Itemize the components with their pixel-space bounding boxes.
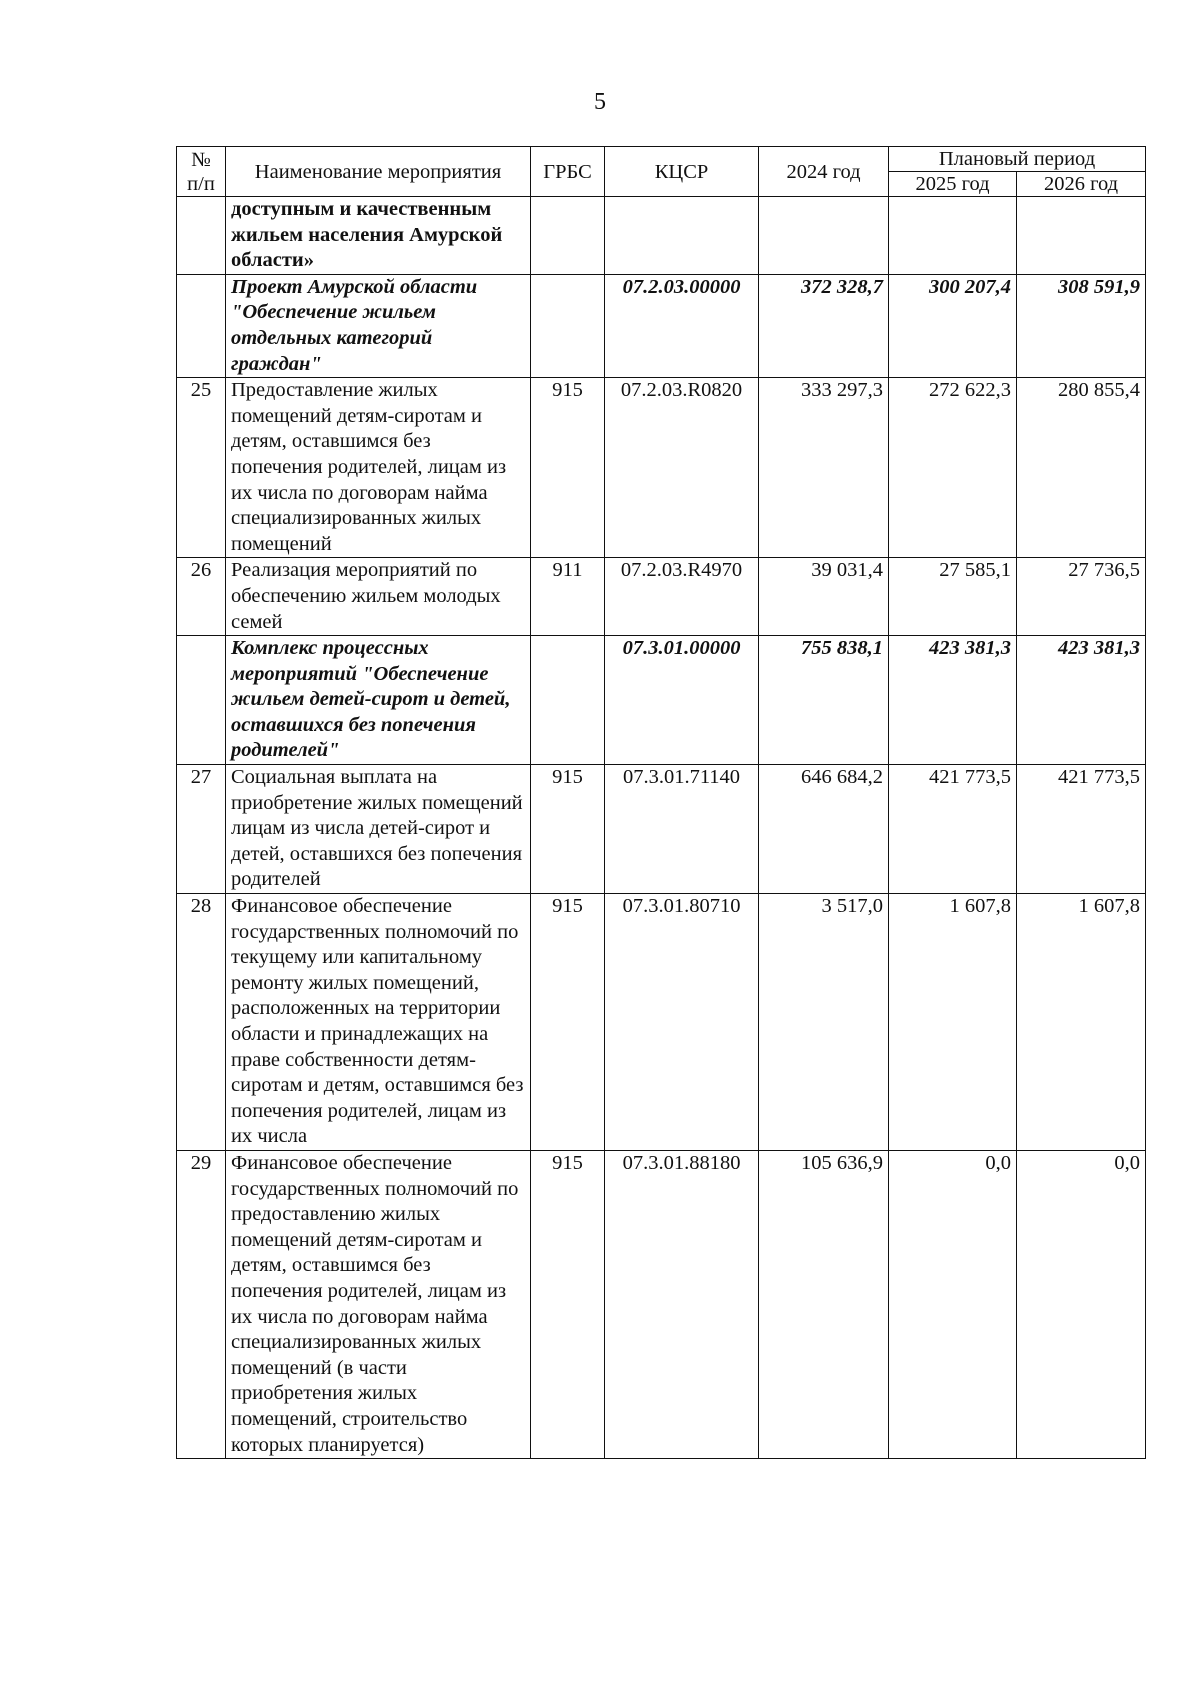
table-row [177, 197, 1146, 275]
header-grbs: ГРБС [531, 147, 605, 197]
row-number: 25 [177, 378, 226, 558]
row-2026 [1017, 197, 1146, 275]
row-grbs [531, 274, 605, 377]
row-2025: 27 585,1 [889, 558, 1017, 636]
header-2026: 2026 год [1017, 172, 1146, 197]
row-kcsr: 07.2.03.R4970 [605, 558, 759, 636]
row-kcsr: 07.3.01.00000 [605, 636, 759, 765]
row-2025: 421 773,5 [889, 765, 1017, 894]
row-kcsr: 07.3.01.80710 [605, 894, 759, 1151]
row-2025: 423 381,3 [889, 636, 1017, 765]
row-2024: 105 636,9 [759, 1150, 889, 1458]
header-2024: 2024 год [759, 147, 889, 197]
row-grbs: 915 [531, 894, 605, 1151]
row-number [177, 274, 226, 377]
row-2026: 27 736,5 [1017, 558, 1146, 636]
row-number: 27 [177, 765, 226, 894]
row-name: Предоставление жилых помещений детям-сиротам и детям, оставшимся без попечения родителей, лицам из их числа по договорам найма специализированных жилых помещений [226, 378, 531, 558]
header-2025: 2025 год [889, 172, 1017, 197]
table-row [177, 558, 1146, 636]
table-row [177, 894, 1146, 1151]
row-number [177, 197, 226, 275]
row-2025 [889, 197, 1017, 275]
row-grbs: 915 [531, 765, 605, 894]
row-2024: 646 684,2 [759, 765, 889, 894]
row-grbs: 915 [531, 1150, 605, 1458]
row-name: Финансовое обеспечение государственных полномочий по текущему или капитальному ремонту жилых помещений, расположенных на территории области и принадлежащих на праве собственности детям-сиротам и детям, оставшимся без попечения родителей, лицам из их числа [226, 894, 531, 1151]
row-2025: 300 207,4 [889, 274, 1017, 377]
row-name: Реализация мероприятий по обеспечению жильем молодых семей [226, 558, 531, 636]
header-kcsr: КЦСР [605, 147, 759, 197]
row-kcsr: 07.2.03.R0820 [605, 378, 759, 558]
table-row [177, 378, 1146, 558]
row-2024: 39 031,4 [759, 558, 889, 636]
row-2025: 1 607,8 [889, 894, 1017, 1151]
row-name: Проект Амурской области "Обеспечение жильем отдельных категорий граждан" [226, 274, 531, 377]
row-2024: 755 838,1 [759, 636, 889, 765]
row-2026: 0,0 [1017, 1150, 1146, 1458]
table-row [177, 765, 1146, 894]
row-2026: 1 607,8 [1017, 894, 1146, 1151]
row-name: доступным и качественным жильем населения Амурской области» [226, 197, 531, 275]
row-grbs [531, 197, 605, 275]
row-2026: 421 773,5 [1017, 765, 1146, 894]
row-kcsr: 07.2.03.00000 [605, 274, 759, 377]
row-2024 [759, 197, 889, 275]
table-header [177, 147, 1146, 197]
row-number: 26 [177, 558, 226, 636]
row-number: 28 [177, 894, 226, 1151]
row-grbs: 911 [531, 558, 605, 636]
header-name: Наименование мероприятия [226, 147, 531, 197]
row-number: 29 [177, 1150, 226, 1458]
row-2025: 0,0 [889, 1150, 1017, 1458]
row-2025: 272 622,3 [889, 378, 1017, 558]
row-2024: 3 517,0 [759, 894, 889, 1151]
table-row-project [177, 274, 1146, 377]
row-2026: 423 381,3 [1017, 636, 1146, 765]
table-row [177, 1150, 1146, 1458]
budget-table [176, 146, 1146, 1459]
row-kcsr [605, 197, 759, 275]
row-name: Социальная выплата на приобретение жилых помещений лицам из числа детей-сирот и детей, оставшихся без попечения родителей [226, 765, 531, 894]
header-planned-period: Плановый период [889, 147, 1146, 172]
row-kcsr: 07.3.01.71140 [605, 765, 759, 894]
row-grbs: 915 [531, 378, 605, 558]
row-kcsr: 07.3.01.88180 [605, 1150, 759, 1458]
row-2024: 372 328,7 [759, 274, 889, 377]
row-2026: 308 591,9 [1017, 274, 1146, 377]
header-no: № п/п [177, 147, 226, 197]
row-name: Финансовое обеспечение государственных полномочий по предоставлению жилых помещений детям-сиротам и детям, оставшимся без попечения родителей, лицам из их числа по договорам найма специализированных жилых помещений (в части приобретения жилых помещений, строительство которых планируется) [226, 1150, 531, 1458]
row-name: Комплекс процессных мероприятий "Обеспечение жильем детей-сирот и детей, оставшихся без попечения родителей" [226, 636, 531, 765]
table-row-complex [177, 636, 1146, 765]
row-2024: 333 297,3 [759, 378, 889, 558]
row-2026: 280 855,4 [1017, 378, 1146, 558]
row-number [177, 636, 226, 765]
page-number: 5 [594, 89, 606, 115]
row-grbs [531, 636, 605, 765]
